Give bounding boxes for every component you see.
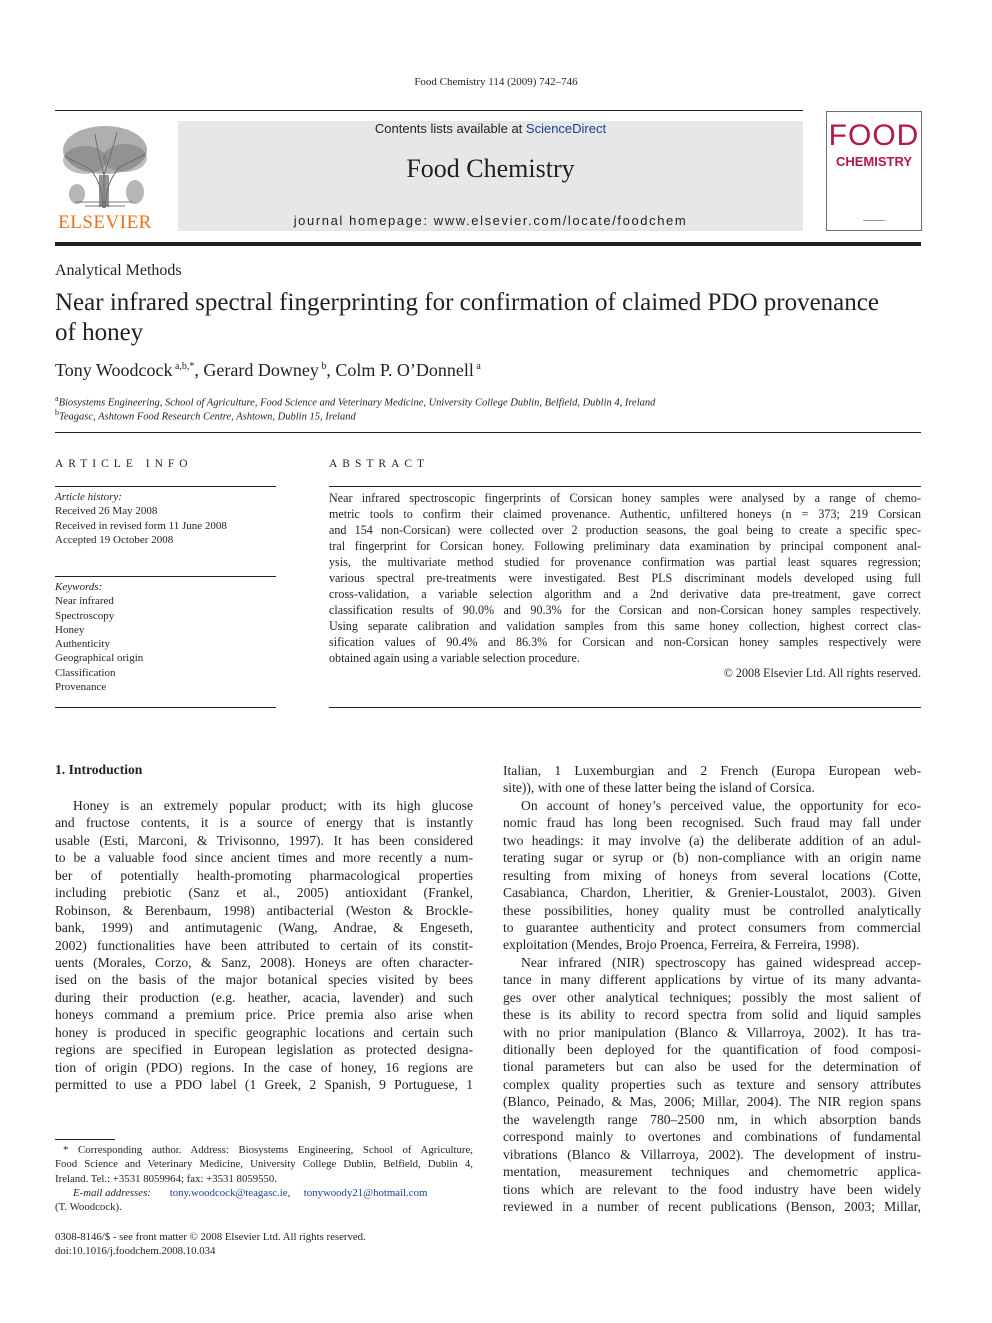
- affiliation: $^b$Teagasc, Ashtown Food Research Centre, Ashtown, Dublin 15, Ireland: [55, 408, 356, 423]
- history-item: Accepted 19 October 2008: [55, 533, 174, 546]
- header-thick-rule: [55, 242, 921, 246]
- body-line: Casabianca, Chardon, Lheritier, & Grenier-Loustalot, 2003). Given: [503, 885, 921, 901]
- article-history: [55, 490, 276, 547]
- abstract-heading: ABSTRACT: [329, 458, 430, 470]
- body-line: 2002) functionalities have been attributed to certain of its constit-: [55, 937, 473, 953]
- abstract-line: and 154 non-Corsican) were collected over 2 production seasons, the goal being to create a specific spec-: [329, 523, 921, 537]
- cover-publisher-mark: [863, 212, 885, 221]
- abstract-copyright: © 2008 Elsevier Ltd. All rights reserved.: [723, 666, 921, 680]
- body-line: ised on the basis of the major botanical species visited by bees: [55, 972, 473, 988]
- contents-prefix: Contents lists available at: [374, 121, 526, 136]
- email-label: E-mail addresses:: [73, 1186, 151, 1199]
- abstract-line: Near infrared spectroscopic fingerprints of Corsican honey samples were analysed by a range of chemo-: [329, 491, 921, 505]
- abstract-line: metric tools to confirm their claimed provenance. Authentic, unfiltered honeys (n = 373; 219 Corsican: [329, 507, 921, 521]
- keyword: Authenticity: [55, 638, 110, 651]
- article-title: [55, 288, 921, 348]
- left-column: [55, 797, 473, 1093]
- body-line: Honey is an extremely popular product; with its high glucose: [73, 798, 473, 813]
- body-line: to guarantee authenticity and protect consumers from commercial: [503, 919, 921, 935]
- footnote-rule: [55, 1139, 115, 1140]
- author-list: Tony Woodcock $^{a,b,*}$, Gerard Downey $^b$, Colm P. O’Donnell $^a$: [55, 360, 481, 380]
- body-line: On account of honey’s perceived value, the opportunity for eco-: [521, 797, 921, 813]
- keywords-list: [55, 580, 276, 694]
- body-line: complex quality properties such as texture and sensory attributes: [503, 1076, 921, 1092]
- body-line: ditionally been deployed for the quantification of food composi-: [503, 1042, 921, 1057]
- author-name[interactable]: Tony Woodcock: [55, 360, 173, 380]
- footnote-line: * Corresponding author. Address: Biosystems Engineering, School of Agriculture,: [63, 1144, 473, 1156]
- body-line: permitted to use a PDO label (1 Greek, 2 Spanish, 9 Portuguese, 1: [55, 1077, 473, 1092]
- abstract-line: sification values of 90.4% and 86.3% for Corsican and non-Corsican honey samples respectively were: [329, 635, 921, 649]
- article-section-type: Analytical Methods: [55, 262, 182, 279]
- body-line: these is its ability to record spectra from solid and liquid samples: [503, 1007, 921, 1023]
- journal-cover[interactable]: [826, 111, 922, 231]
- body-line: ges over other analytical techniques; possibly the most salient of: [503, 989, 921, 1005]
- footnote-line: Food Science and Veterinary Medicine, University College Dublin, Belfield, Dublin 4,: [55, 1158, 473, 1171]
- body-line: tional parameters but can also be used for the determination of: [503, 1059, 921, 1075]
- abstract-line: cross-validation, a variable selection algorithm and a 2nd derivative data pre-treatment, gave correct: [329, 587, 921, 601]
- corresponding-author-footnote: [55, 1143, 473, 1214]
- article-info-heading: ARTICLE INFO: [55, 458, 193, 470]
- doi-line[interactable]: doi:10.1016/j.foodchem.2008.10.034: [55, 1245, 216, 1258]
- body-line: two headings: it may involve (a) the deliberate addition of an adul-: [503, 832, 921, 848]
- journal-citation: Food Chemistry 114 (2009) 742–746: [414, 76, 578, 88]
- journal-title: Food Chemistry: [406, 154, 575, 183]
- keyword: Classification: [55, 666, 116, 679]
- keywords-label: Keywords:: [55, 581, 103, 593]
- body-line: honey is produced in specific geographic locations and certain such: [55, 1024, 473, 1040]
- history-item: Received 26 May 2008: [55, 505, 158, 518]
- body-line: reviewed in a number of recent publications (Benson, 2003; Millar,: [503, 1198, 921, 1214]
- front-matter: [55, 1230, 366, 1259]
- keyword: Spectroscopy: [55, 609, 115, 622]
- body-line: tance in many different applications by virtue of its many advanta-: [503, 972, 921, 988]
- body-line: tion of origin (PDO) regions. In the case of honey, 16 regions are: [55, 1059, 473, 1075]
- abstract-body: [329, 490, 921, 666]
- affiliation: $^a$Biosystems Engineering, School of Agriculture, Food Science and Veterinary Medicine, University College Dublin, Belfield, Dublin 4, Ireland: [55, 394, 656, 409]
- abstract-bottom-rule: [329, 707, 921, 708]
- article-title-line: Near infrared spectral fingerprinting for confirmation of claimed PDO provenance: [55, 289, 879, 316]
- history-item: Received in revised form 11 June 2008: [55, 519, 227, 532]
- cover-title-chemistry: CHEMISTRY: [835, 154, 913, 169]
- body-line: with no prior manipulation (Blanco & Villarroya, 2002). It has tra-: [503, 1024, 921, 1040]
- body-line: resulting from mixing of honeys from several locations (Cotte,: [503, 867, 921, 883]
- article-title-line: of honey: [55, 319, 144, 346]
- author-name[interactable]: Colm P. O’Donnell: [335, 360, 474, 380]
- body-line: including prebiotic (Sanz et al., 2005) antioxidant (Frankel,: [55, 885, 473, 901]
- keywords-rule: [55, 576, 276, 577]
- abstract-line: obtained again using a variable selection procedure.: [329, 651, 580, 665]
- body-line: during their production (e.g. heather, acacia, lavender) and such: [55, 989, 473, 1005]
- body-line: the wavelength range 780–2500 nm, in which absorption bands: [503, 1111, 921, 1127]
- body-line: correspond mainly to overtones and combinations of fundamental: [503, 1129, 921, 1145]
- right-column: [503, 762, 921, 1215]
- journal-homepage[interactable]: journal homepage: www.elsevier.com/locate/foodchem: [293, 213, 688, 228]
- keyword: Near infrared: [55, 595, 114, 608]
- abstract-line: various spectral pre-treatments were investigated. Best PLS discriminant models developed using full: [329, 571, 921, 585]
- body-line: mentation, measurement techniques and chemometric applica-: [503, 1164, 921, 1180]
- email-link[interactable]: tony.woodcock@teagasc.ie: [169, 1186, 288, 1199]
- body-line: ber of potentially health-promoting pharmacological properties: [55, 867, 473, 883]
- footnote-line: (T. Woodcock).: [55, 1201, 122, 1214]
- body-line: honeys command a premium price. Price premia also arise when: [55, 1007, 473, 1023]
- body-line: and fructose contents, it is a source of energy that is instantly: [55, 815, 473, 831]
- abstract-line: ysis, the multivariate method studied for provenance confirmation was partial least squares regression;: [329, 555, 921, 569]
- contents-line: [178, 121, 803, 136]
- cover-title-food: FOOD: [828, 119, 920, 152]
- footnote-line: Ireland. Tel.: +3531 8059964; fax: +3531 8059550.: [55, 1172, 278, 1185]
- body-line: tions which are relevant to the food industry have been widely: [503, 1181, 921, 1197]
- body-line: Robinson, & Berenbaum, 1998) antibacterial (Weston & Brockle-: [55, 902, 473, 918]
- issn-line: 0308-8146/$ - see front matter © 2008 Elsevier Ltd. All rights reserved.: [55, 1231, 366, 1243]
- history-label: Article history:: [55, 491, 122, 503]
- body-line: Italian, 1 Luxemburgian and 2 French (Europa European web-: [503, 763, 921, 778]
- abstract-line: classification results of 90.0% and 90.3% for the Corsican and non-Corsican honey samples respectively.: [329, 603, 921, 617]
- sciencedirect-link[interactable]: ScienceDirect: [525, 121, 607, 136]
- author-name[interactable]: Gerard Downey: [203, 360, 319, 380]
- elsevier-wordmark: ELSEVIER: [58, 212, 152, 233]
- body-line: to be a valuable food since ancient times and more recently a num-: [55, 850, 473, 866]
- affiliation-rule: [55, 432, 921, 433]
- author-affiliation-mark[interactable]: b: [321, 361, 327, 372]
- keyword: Provenance: [55, 681, 107, 694]
- body-line: site)), with one of these latter being the island of Corsica.: [503, 780, 815, 796]
- email-link[interactable]: tonywoody21@hotmail.com: [303, 1186, 428, 1199]
- author-affiliation-mark[interactable]: a,b,*: [174, 361, 195, 372]
- body-line: uents (Morales, Corzo, & Sanz, 2008). Honeys are often character-: [55, 954, 473, 970]
- body-line: regions are specified in European legislation as protected designa-: [55, 1042, 473, 1058]
- body-line: bank, 1999) and antimutagenic (Wang, Andrae, & Engeseth,: [55, 920, 473, 936]
- section-heading: 1. Introduction: [55, 762, 143, 777]
- body-line: Near infrared (NIR) spectroscopy has gained widespread accep-: [521, 954, 921, 970]
- body-line: terating sugar or syrup or (b) non-compliance with an origin name: [503, 850, 921, 866]
- keyword: Geographical origin: [55, 652, 144, 665]
- footnote-email-line: E-mail addresses: tony.woodcock@teagasc.ie, tonywoody21@hotmail.com: [73, 1186, 428, 1199]
- article-info-bottom-rule: [55, 707, 276, 708]
- body-line: vibrations (Blanco & Villarroya, 2002). The development of instru-: [503, 1146, 921, 1162]
- abstract-rule: [329, 486, 921, 487]
- body-line: usable (Esti, Marconi, & Trivisonno, 1997). It has been considered: [55, 832, 473, 848]
- body-line: exploitation (Mendes, Brojo Proenca, Ferreira, & Ferreira, 1998).: [503, 937, 860, 953]
- abstract-line: Using separate calibration and validation samples from this same honey collection, highest correct clas-: [329, 619, 921, 633]
- body-line: (Blanco, Peinado, & Mas, 2006; Millar, 2004). The NIR region spans: [503, 1094, 921, 1110]
- article-info-rule: [55, 486, 276, 487]
- body-line: nomic fraud has long been recognised. Such fraud may fall under: [503, 815, 921, 831]
- body-line: these possibilities, honey quality must be controlled analytically: [503, 902, 921, 918]
- elsevier-logo[interactable]: [55, 120, 155, 235]
- header-rule: [55, 110, 803, 111]
- abstract-line: tral fingerprint for Corsican honey. Following preliminary data examination by principal component anal-: [329, 539, 921, 553]
- keyword: Honey: [55, 623, 85, 636]
- author-affiliation-mark[interactable]: a: [476, 361, 481, 372]
